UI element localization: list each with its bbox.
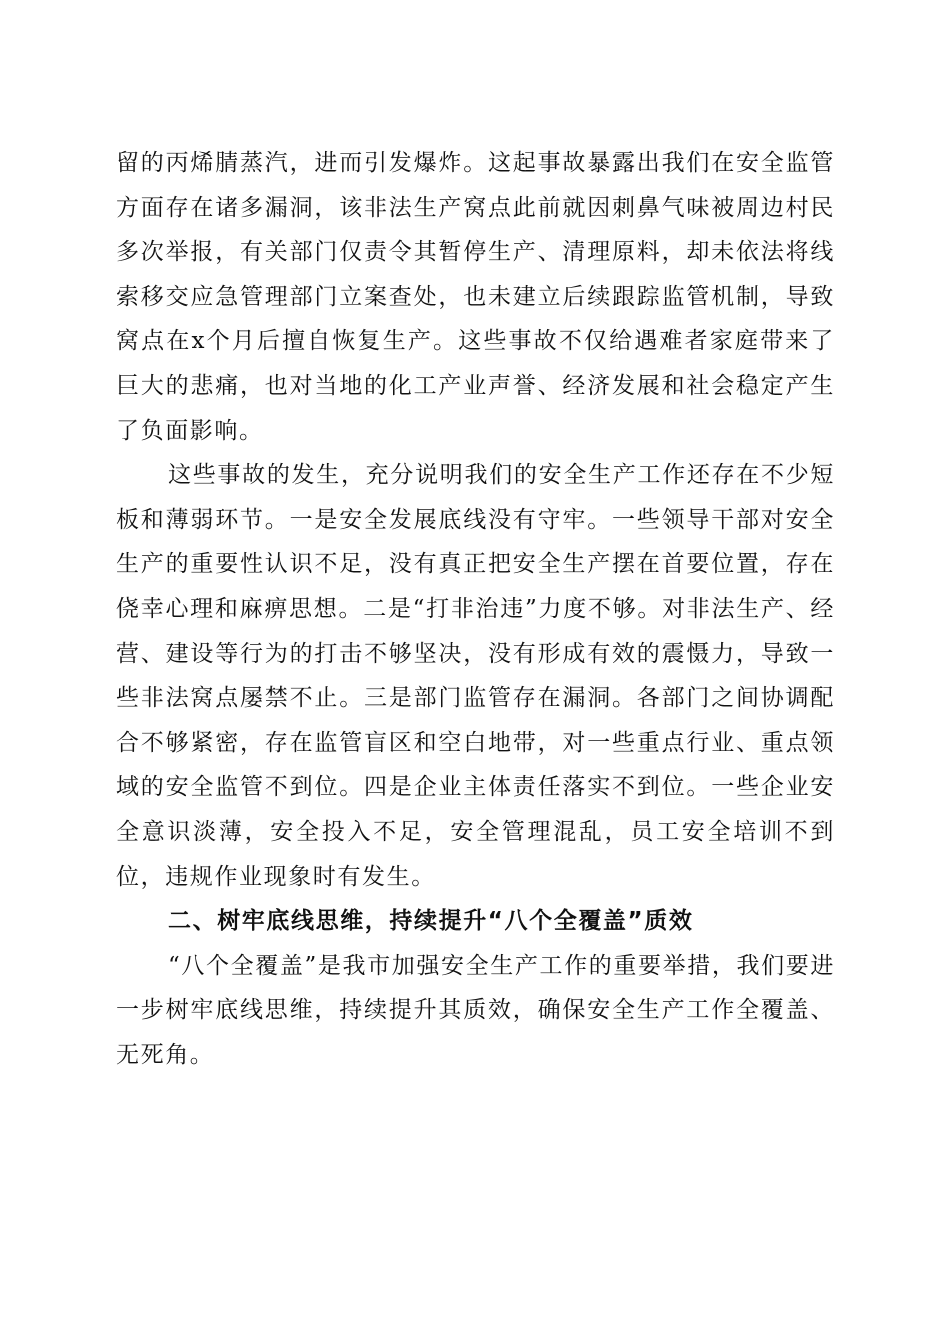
paragraph-accident-summary: 留的丙烯腈蒸汽，进而引发爆炸。这起事故暴露出我们在安全监管方面存在诸多漏洞，该非法生产窝点此前就因刺鼻气味被周边村民多次举报，有关部门仅责令其暂停生产、清理原料，却未依法将线索移交应急管理部门立案查处，也未建立后续跟踪监管机制，导致窝点在x个月后擅自恢复生产。这些事故不仅给遇难者家庭带来了巨大的悲痛，也对当地的化工产业声誉、经济发展和社会稳定产生了负面影响。	[116, 150, 835, 444]
paragraph-eight-coverage: “八个全覆盖”是我市加强安全生产工作的重要举措，我们要进一步树牢底线思维，持续提升其质效，确保安全生产工作全覆盖、无死角。	[116, 952, 835, 1068]
paragraph-shortcomings: 这些事故的发生，充分说明我们的安全生产工作还存在不少短板和薄弱环节。一是安全发展底线没有守牢。一些领导干部对安全生产的重要性认识不足，没有真正把安全生产摆在首要位置，存在侥幸心理和麻痹思想。二是“打非治违”力度不够。对非法生产、经营、建设等行为的打击不够坚决，没有形成有效的震慑力，导致一些非法窝点屡禁不止。三是部门监管存在漏洞。各部门之间协调配合不够紧密，存在监管盲区和空白地带，对一些重点行业、重点领域的安全监管不到位。四是企业主体责任落实不到位。一些企业安全意识淡薄，安全投入不足，安全管理混乱，员工安全培训不到位，违规作业现象时有发生。	[116, 462, 835, 890]
section-heading-2: 二、树牢底线思维，持续提升“八个全覆盖”质效	[168, 908, 694, 935]
document-page	[116, 141, 835, 1077]
